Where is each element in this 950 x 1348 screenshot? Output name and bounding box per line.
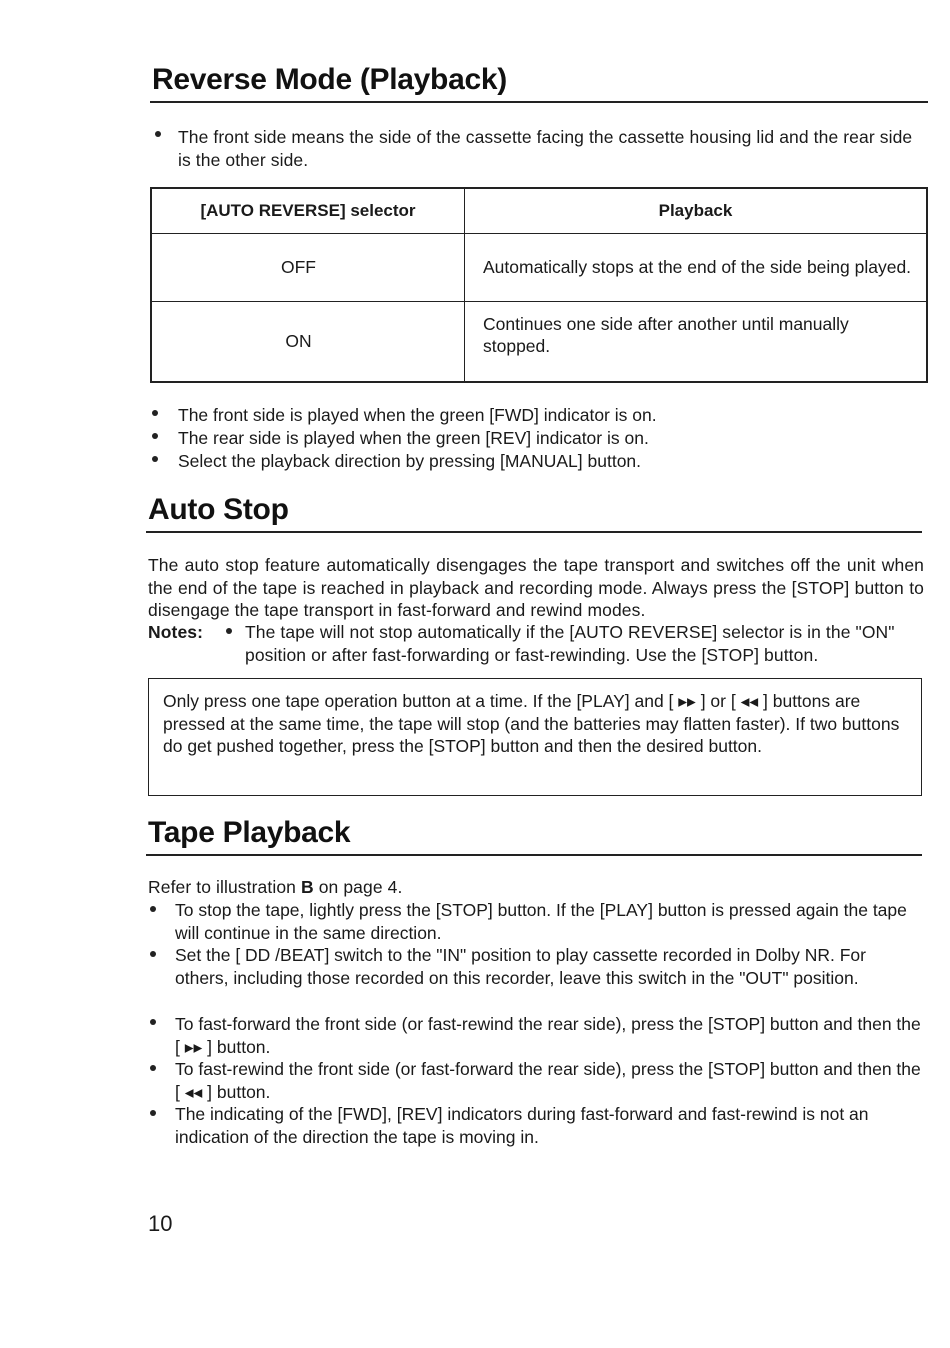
caution-box	[148, 678, 922, 796]
bullet-dot	[155, 131, 161, 137]
auto-stop-body: The auto stop feature automatically disengages the tape transport and switches off the unit when the end of the tape is reached in playback and recording mode. Always press the [STOP] button to disengage the tape transport in fast-forward and rewind modes.	[148, 555, 924, 621]
bullet-dot	[152, 433, 158, 439]
page-number: 10	[148, 1211, 173, 1236]
table-cell-desc: Automatically stops at the end of the side being played.	[465, 234, 928, 302]
table-row	[151, 234, 927, 302]
bullet-dot	[150, 1019, 156, 1025]
list-item: Select the playback direction by pressing [MANUAL] button.	[178, 451, 642, 471]
table-header-selector: [AUTO REVERSE] selector	[151, 188, 465, 234]
bullet-dot	[150, 1065, 156, 1071]
bullet-dot	[152, 410, 158, 416]
bullet-dot	[150, 1110, 156, 1116]
bullet-dot	[150, 951, 156, 957]
illustration-reference	[148, 876, 402, 899]
list-item: To stop the tape, lightly press the [STOP] button. If the [PLAY] button is pressed again the tape will continue in the same direction.	[175, 900, 907, 943]
bullet-dot	[226, 628, 232, 634]
bullet-dot	[150, 906, 156, 912]
table-cell-mode: OFF	[151, 234, 465, 302]
reference-prefix: Refer to illustration	[148, 877, 296, 897]
table-header-playback: Playback	[465, 188, 928, 234]
auto-reverse-table	[150, 187, 928, 383]
section-heading-reverse-mode: Reverse Mode (Playback)	[152, 63, 507, 96]
list-item: To fast-forward the front side (or fast-rewind the rear side), press the [STOP] button and then the [ ▸▸ ] button.	[175, 1014, 921, 1057]
section-heading-tape-playback: Tape Playback	[148, 816, 351, 849]
table-header-row	[151, 188, 927, 234]
notes-label-text: Notes:	[148, 622, 204, 642]
section-heading-auto-stop: Auto Stop	[148, 493, 289, 526]
table-cell-mode: ON	[151, 302, 465, 382]
caution-box-text: Only press one tape operation button at a time. If the [PLAY] and [ ▸▸ ] or [ ◂◂ ] buttons are pressed at the same time, the tape will stop (and the batteries may flatten faster). If two buttons do get pushed together, press the [STOP] button and then the desired button.	[163, 691, 900, 757]
list-item: The front side is played when the green [FWD] indicator is on.	[178, 405, 657, 425]
reference-letter: B	[300, 877, 314, 897]
notes-label	[148, 621, 203, 644]
note-text: The tape will not stop automatically if the [AUTO REVERSE] selector is in the "ON" position or after fast-forwarding or fast-rewinding. Use the [STOP] button.	[245, 622, 895, 665]
heading-rule	[146, 854, 922, 856]
list-item: Set the [ DD /BEAT] switch to the "IN" position to play cassette recorded in Dolby NR. For others, including those recorded on this recorder, leave this switch in the "OUT" position.	[175, 945, 866, 988]
reverse-intro-text: The front side means the side of the cassette facing the cassette housing lid and the rear side is the other side.	[178, 127, 913, 170]
list-item: The indicating of the [FWD], [REV] indicators during fast-forward and fast-rewind is not an indication of the direction the tape is moving in.	[175, 1104, 869, 1147]
table-row	[151, 302, 927, 382]
bullet-dot	[152, 456, 158, 462]
table-cell-desc: Continues one side after another until manually stopped.	[465, 302, 928, 382]
heading-rule	[146, 531, 922, 533]
list-item: To fast-rewind the front side (or fast-forward the rear side), press the [STOP] button and then the [ ◂◂ ] button.	[175, 1059, 921, 1102]
heading-rule	[150, 101, 928, 103]
reference-suffix: on page 4.	[318, 877, 403, 897]
list-item: The rear side is played when the green [REV] indicator is on.	[178, 428, 649, 448]
